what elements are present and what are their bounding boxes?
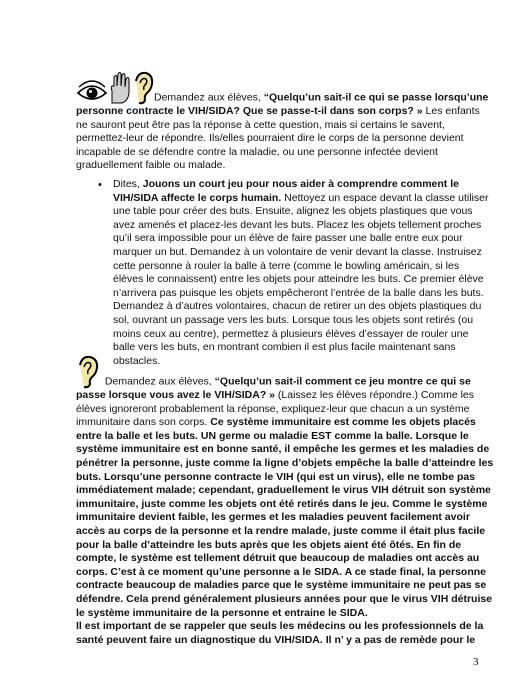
para4-bold: Il est important de se rappeler que seuls les médecins ou les professionnels de la santé peuvent faire un diagnostique du VIH/SIDA. Il n’ y a pas de remède pour le — [76, 620, 484, 646]
para1-question: “Quelqu’un sait-il ce qui se passe lorsqu’une personne contracte le VIH/SIDA? Que se passe-t-il dans son corps? » — [76, 91, 489, 117]
eye-icon — [78, 81, 106, 99]
para3-bold: Ce système immunitaire est comme les objets placés entre la balle et les buts. UN germe ou maladie EST comme la balle. Lorsque le système immunitaire est en bonne santé, il empêche les germes et les maladies de pénétrer la personne, juste comme la ligne d’objets empêche la balle d’atteindre les buts. Lorsqu’une personne contracte le VIH (qui est un virus), elle ne tombe pas immédiatement malade; cependant, graduellement le virus VIH détruit son système immunitaire, juste comme les objets ont été retirés dans le jeu. Comme le système immunitaire devient faible, les germes et les maladies peuvent facilement avoir accès au corps de la personne et la rendre malade, juste comme il était plus facile pour la balle d’atteindre les buts après que les objets aient été ôtés. En fin de compte, le système est tellement détruit que beaucoup de maladies ont accès au corps. C’est à ce moment qu’une personne a le SIDA. A ce stade final, la personne contracte beaucoup de maladies parce que le système immunitaire ne peut pas se défendre. Cela prend généralement plusieurs années pour que le virus VIH détruise le système immunitaire de la personne et entraine le SIDA. — [76, 416, 494, 619]
bullet-lead: Dites, — [113, 178, 143, 190]
paragraph-question-2 — [76, 355, 494, 620]
para1-intro: Demandez aux élèves, — [154, 91, 264, 104]
para3-question: “Quelqu’un sait-il comment ce jeu montre ce qui se passe lorsque vous avez le VIH/SIDA? » — [76, 375, 471, 401]
para3-intro: Demandez aux élèves, — [102, 375, 215, 388]
bullet-glyph: • — [98, 179, 102, 191]
icon-group — [76, 71, 154, 105]
ear-icon — [76, 355, 102, 389]
para1-body: Les enfants ne sauront peut être pas la réponse à cette question, mais si certains le savent, permettez-leur de répondre. Ils/elles pourraient dire le corps de la personne devient incapable de se défendre contre la maladie, ou une personne infectée devient graduellement faible ou malade. — [76, 105, 480, 172]
hand-icon — [111, 73, 129, 104]
bullet-body: Nettoyez un espace devant la classe utiliser une table pour créer des buts. Ensuite, alignez les objets plastiques que vous avez amenés et placez-les devant les buts. Placez les objets tellement proches qu’il sera impossible pour un élève de faire passer une balle entre eux pour marquer un but. Demandez à un volontaire de venir devant la classe. Instruisez cette personne à rouler la balle à terre (comme le bowling américain, si les élèves le connaissent) entre les objets pour atteindre les buts. Ce premier élève n’arrivera pas puisque les objets empêcheront l’entrée de la balle dans les buts. Demandez à d’autres volontaires, chacun de retirer un des objets plastiques du sol, ouvrant un passage vers les buts. Lorsque tous les objets sont retirés (ou moins ceux au centre), permettez à plusieurs élèves d’essayer de rouler une balle vers les buts, en montrant combien il est plus facile maintenant sans obstacles. — [113, 191, 489, 367]
paragraph-question-1 — [76, 71, 494, 173]
page-number: 3 — [473, 656, 479, 668]
paragraph-important — [76, 620, 494, 647]
bullet-paragraph — [113, 178, 492, 368]
bullet-bold: Jouons un court jeu pour nous aider à comprendre comment le VIH/SIDA affecte le corps humain. — [113, 178, 459, 204]
ear-icon — [136, 73, 152, 103]
para3-middle: (Laissez les élèves répondre.) Comme les élèves ignoreront probablement la réponse, expliquez-leur que chacun a un système immunitaire dans son corps. — [76, 389, 474, 429]
